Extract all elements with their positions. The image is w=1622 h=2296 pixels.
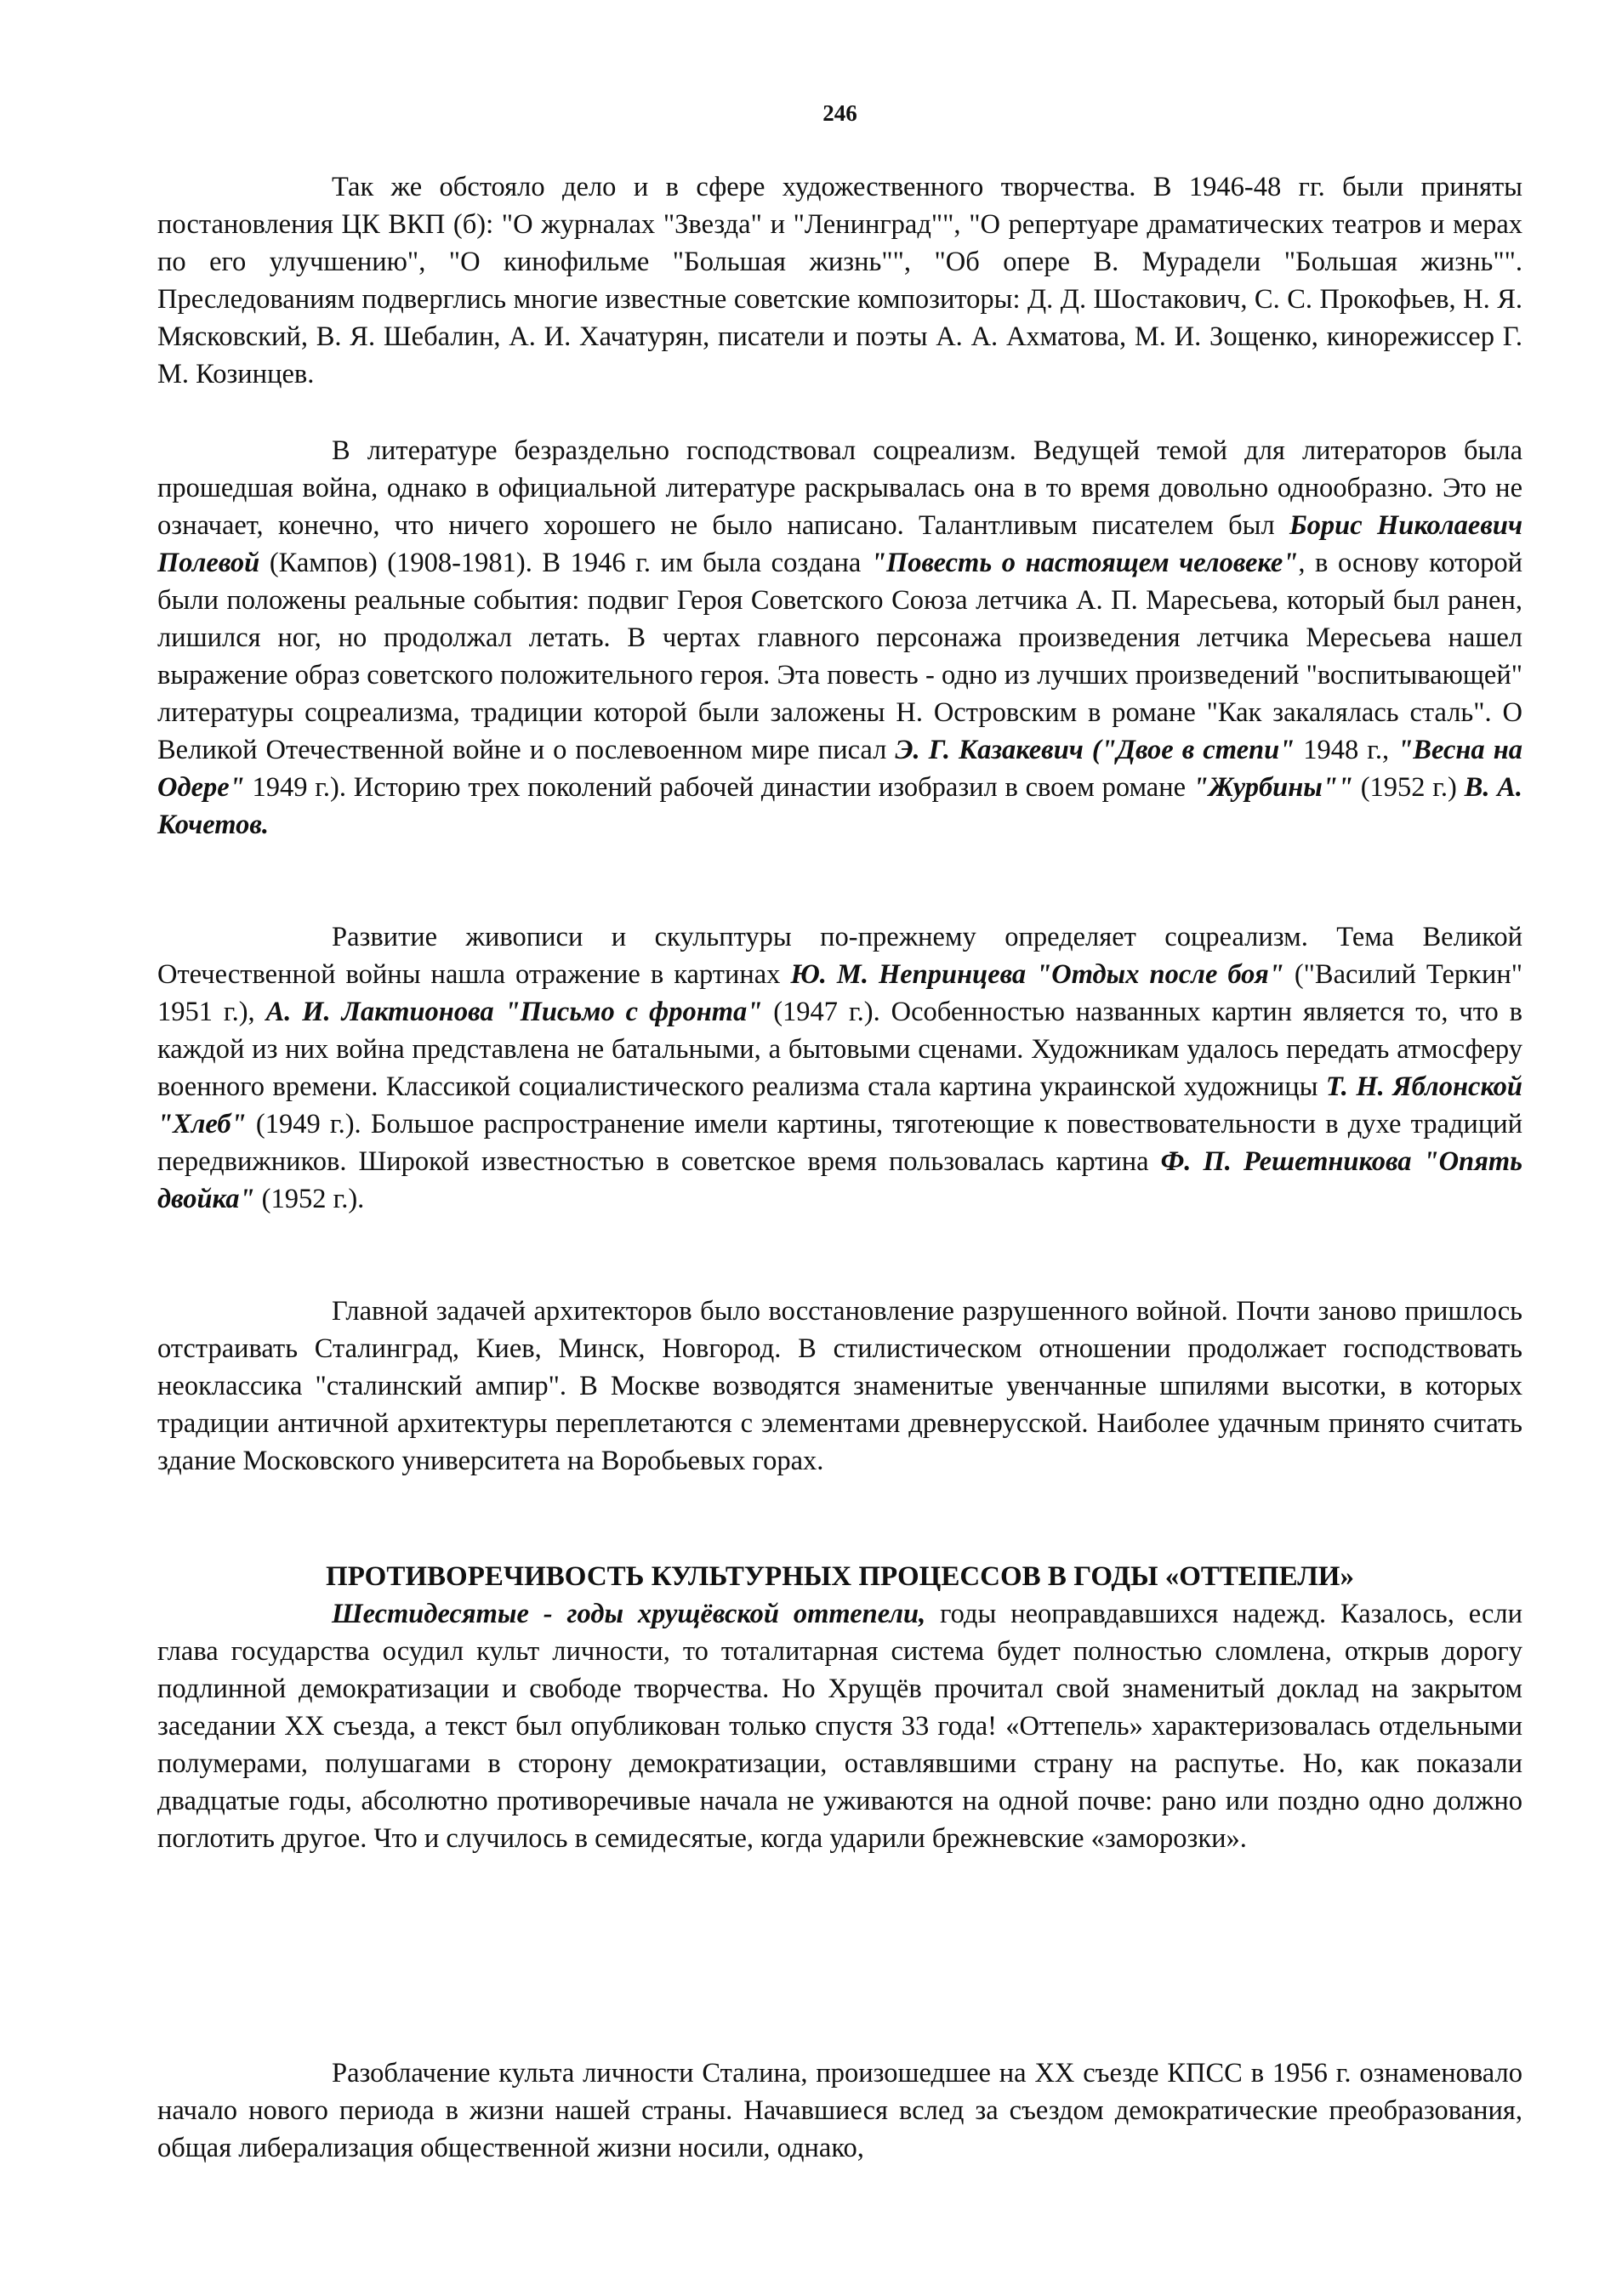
- paragraph-thaw: [157, 1595, 1522, 1857]
- text-run: (1952 г.): [1352, 772, 1465, 803]
- emphasis-painting: Ю. М. Непринцева "Отдых после боя": [790, 959, 1284, 990]
- text-run: (Кампов) (1908-1981). В 1946 г. им была создана: [259, 548, 871, 578]
- text-run: 1949 г.). Историю трех поколений рабочей династии изобразил в своем романе: [244, 772, 1193, 803]
- emphasis-book-title: "Повесть о настоящем человеке": [870, 548, 1299, 578]
- text-run: 1948 г.,: [1295, 735, 1398, 765]
- text-run: (1947 г.). Особенностью названных картин является то, что в каждой из них война представлена не батальными, а бытовыми сценами. Художникам удалось передать атмосферу военного времени. Классикой социалистического реализма стала картина украинской художницы: [157, 997, 1522, 1102]
- emphasis-painting: А. И. Лактионова "Письмо с фронта": [265, 997, 763, 1027]
- emphasis-book-title: "Весна на Одере": [157, 735, 1522, 803]
- text-run: , в основу которой были положены реальные события: подвиг Героя Советского Союза летчика А. П. Маресьева, который был ранен, лишился ног, но продолжал летать. В чертах главного персонажа произведения летчика Мересьева нашел выражение образ советского положительного героя. Эта повесть - одно из лучших произведений "воспитывающей" литературы соцреализма, традиции которой были заложены Н. Островским в романе "Как закалялась сталь". О Великой Отечественной войне и о послевоенном мире писал: [157, 548, 1522, 765]
- emphasis-book-title: "Журбины"": [1192, 772, 1353, 803]
- text-run: ("Василий Теркин" 1951 г.),: [157, 959, 1522, 1027]
- emphasis-author-kochetov: В. А. Кочетов.: [157, 772, 1522, 840]
- paragraph-architecture: Главной задачей архитекторов было восстановление разрушенного войной. Почти заново пришлось отстраивать Сталинград, Киев, Минск, Новгород. В стилистическом отношении продолжает господствовать неоклассика "сталинский ампир". В Москве возводятся знаменитые увенчанные шпилями высотки, в которых традиции античной архитектуры переплетаются с элементами древнерусской. Наиболее удачным принято считать здание Московского университета на Воробьевых горах.: [157, 1296, 1522, 1476]
- page-number: 246: [822, 100, 857, 126]
- emphasis-sixties: Шестидесятые - годы хрущёвской оттепели,: [332, 1599, 926, 1629]
- emphasis-author-polevoy: Борис Николаевич Полевой: [157, 510, 1522, 578]
- text-run: (1949 г.). Большое распространение имели картины, тяготеющие к повествовательности в духе традиций передвижников. Широкой известностью в советское время пользовалась картина: [157, 1109, 1522, 1177]
- emphasis-painting: Ф. П. Решетникова "Опять двойка": [157, 1146, 1522, 1214]
- paragraph-art-resolutions: Так же обстояло дело и в сфере художественного творчества. В 1946-48 гг. были приняты постановления ЦК ВКП (б): "О журналах "Звезда" и "Ленинград"", "О репертуаре драматических театров и мерах по его улучшению", "О кинофильме "Большая жизнь"", "Об опере В. Мурадели "Большая жизнь"". Преследованиям подверглись многие известные советские композиторы: Д. Д. Шостакович, С. С. Прокофьев, Н. Я. Мясковский, В. Я. Шебалин, А. И. Хачатурян, писатели и поэты А. А. Ахматова, М. И. Зощенко, кинорежиссер Г. М. Козинцев.: [157, 172, 1522, 389]
- paragraph-painting: [157, 918, 1522, 1218]
- text-run: В литературе безраздельно господствовал соцреализм. Ведущей темой для литераторов была прошедшая война, однако в официальной литературе раскрывалась она в то время довольно однообразно. Это не означает, конечно, что ничего хорошего не было написано. Талантливым писателем был: [157, 435, 1522, 541]
- emphasis-painting: Т. Н. Яблонской "Хлеб": [157, 1071, 1522, 1139]
- text-run: (1952 г.).: [254, 1184, 365, 1214]
- text-run: годы неоправдавшихся надежд. Казалось, если глава государства осудил культ личности, то тоталитарная система будет полностью сломлена, открыв дорогу подлинной демократизации и свободе творчества. Но Хрущёв прочитал свой знаменитый доклад на закрытом заседании XX съезда, а текст был опубликован только спустя 33 года! «Оттепель» характеризовалась отдельными полумерами, полушагами в сторону демократизации, оставлявшими страну на распутье. Но, как показали двадцатые годы, абсолютно противоречивые начала не уживаются на одной почве: рано или поздно одно должно поглотить другое. Что и случилось в семидесятые, когда ударили брежневские «заморозки».: [157, 1599, 1523, 1854]
- text-run: Развитие живописи и скульптуры по-прежнему определяет соцреализм. Тема Великой Отечественной войны нашла отражение в картинах: [157, 922, 1522, 990]
- emphasis-author-kazakevich: Э. Г. Казакевич ("Двое в степи": [895, 735, 1295, 765]
- paragraph-literature: [157, 432, 1522, 844]
- section-heading: ПРОТИВОРЕЧИВОСТЬ КУЛЬТУРНЫХ ПРОЦЕССОВ В ГОДЫ «ОТТЕПЕЛИ»: [326, 1561, 1354, 1592]
- paragraph-congress: Разоблачение культа личности Сталина, произошедшее на XX съезде КПСС в 1956 г. ознаменовало начало нового периода в жизни нашей страны. Начавшиеся вслед за съездом демократические преобразования, общая либерализация общественной жизни носили, однако,: [157, 2058, 1522, 2163]
